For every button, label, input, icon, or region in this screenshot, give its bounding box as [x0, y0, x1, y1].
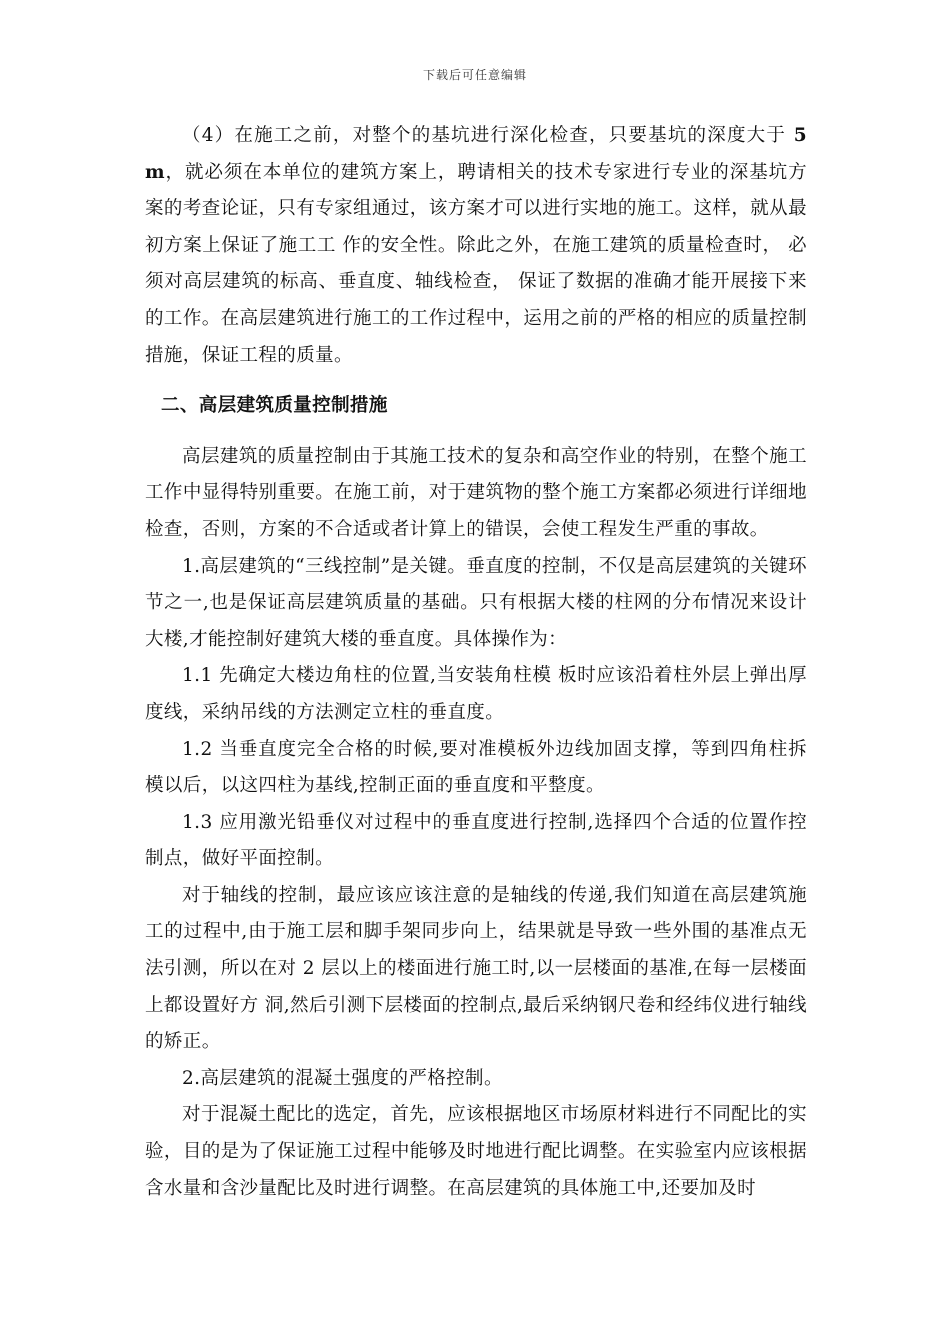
document-body — [145, 118, 807, 1207]
paragraph-9: 对于混凝土配比的选定，首先，应该根据地区市场原材料进行不同配比的实验，目的是为了保证施工过程中能够及时地进行配比调整。在实验室内应该根据含水量和含沙量配比及时进行调整。在高层建筑的具体施工中,还要加及时 — [145, 1104, 807, 1199]
section-heading: 二、高层建筑质量控制措施 — [161, 395, 388, 417]
paragraph-1-text-a: （4）在施工之前，对整个的基坑进行深化检查，只要基坑的深度大于 — [182, 125, 787, 146]
paragraph-1 — [145, 118, 807, 374]
depth-value: 5 m — [145, 125, 807, 183]
paragraph-6: 1.3 应用激光铅垂仪对过程中的垂直度进行控制,选择四个合适的位置作控制点，做好平面控制。 — [145, 811, 807, 870]
paragraph-2: 高层建筑的质量控制由于其施工技术的复杂和高空作业的特别，在整个施工工作中显得特别重要。在施工前，对于建筑物的整个施工方案都必须进行详细地检查，否则，方案的不合适或者计算上的错误，会使工程发生严重的事故。 — [145, 445, 807, 540]
paragraph-5: 1.2 当垂直度完全合格的时候,要对准模板外边线加固支撑，等到四角柱拆模以后，以这四柱为基线,控制正面的垂直度和平整度。 — [145, 738, 807, 797]
paragraph-4: 1.1 先确定大楼边角柱的位置,当安装角柱模 板时应该沿着柱外层上弹出厚度线，采纳吊线的方法测定立柱的垂直度。 — [145, 665, 807, 723]
paragraph-1-text-b: ，就必须在本单位的建筑方案上，聘请相关的技术专家进行专业的深基坑方案的考查论证，只有专家组通过，该方案才可以进行实地的施工。这样，就从最初方案上保证了施工工 作的安全性。除此之外，在施工建筑的质量检查时， 必须对高层建筑的标高、垂直度、轴线检查， 保证了数据的准确才能开展接下来的工作。在高层建筑进行施工的工作过程中，运用之前的严格的相应的质量控制措施，保证工程的质量。 — [145, 161, 807, 366]
paragraph-3: 1.高层建筑的“三线控制”是关键。垂直度的控制，不仅是高层建筑的关键环节之一,也是保证高层建筑质量的基础。只有根据大楼的柱网的分布情况来设计大楼,才能控制好建筑大楼的垂直度。具体操作为： — [145, 555, 807, 650]
header-note: 下载后可任意编辑 — [422, 68, 527, 82]
paragraph-7: 对于轴线的控制，最应该应该注意的是轴线的传递,我们知道在高层建筑施工的过程中,由于施工层和脚手架同步向上，结果就是导致一些外围的基准点无法引测，所以在对 2 层以上的楼面进行施工时,以一层楼面的基准,在每一层楼面上都设置好方 洞,然后引测下层楼面的控制点,最后采纳钢尺卷和经纬仪进行轴线的矫正。 — [145, 884, 807, 1053]
paragraph-8: 2.高层建筑的混凝土强度的严格控制。 — [182, 1067, 503, 1089]
